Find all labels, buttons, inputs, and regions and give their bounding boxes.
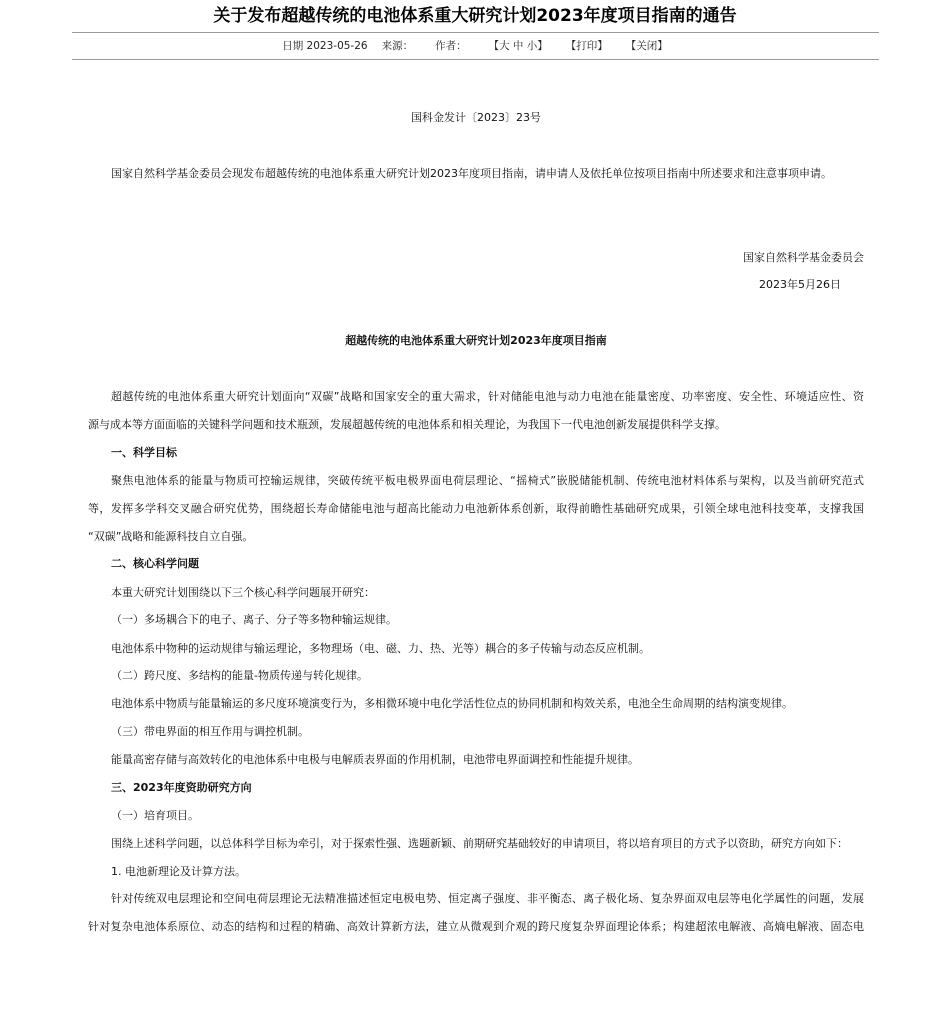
section-heading-core-questions: 二、核心科学问题: [111, 557, 199, 570]
font-size-control[interactable]: 【大 中 小】: [488, 40, 548, 52]
close-link[interactable]: 【关闭】: [625, 40, 668, 52]
issue-date: 2023年5月26日: [759, 278, 841, 291]
question-2-title: （二）跨尺度、多结构的能量-物质传递与转化规律。: [111, 669, 368, 682]
guide-title: 超越传统的电池体系重大研究计划2023年度项目指南: [345, 334, 607, 347]
direction-1-line: 针对复杂电池体系原位、动态的结构和过程的精确、高效计算新方法，建立从微观到介观的跨尺度复杂界面理论体系；构建超浓电解液、高熵电解液、固态电: [88, 920, 864, 933]
direction-1-line: 针对传统双电层理论和空间电荷层理论无法精准描述恒定电极电势、恒定离子强度、非平衡态、离子极化场、复杂界面双电层等电化学属性的问题，发展: [111, 892, 864, 905]
section-heading-funding-directions: 三、2023年度资助研究方向: [111, 781, 252, 794]
science-goals-line: 聚焦电池体系的能量与物质可控输运规律，突破传统平板电极界面电荷层理论、“摇椅式”嵌脱储能机制、传统电池材料体系与架构，以及当前研究范式: [111, 474, 864, 487]
article-title: 关于发布超越传统的电池体系重大研究计划2023年度项目指南的通告: [213, 6, 737, 26]
cultivation-project-title: （一）培育项目。: [111, 809, 199, 822]
intro-paragraph-line: 源与成本等方面面临的关键科学问题和技术瓶颈，发展超越传统的电池体系和相关理论，为我国下一代电池创新发展提供科学支撑。: [88, 418, 726, 431]
science-goals-line: 等，发挥多学科交叉融合研究优势，围绕超长寿命储能电池与超高比能动力电池新体系创新，取得前瞻性基础研究成果，引领全球电池科技变革，支撑我国: [88, 502, 864, 515]
issuer-signature: 国家自然科学基金委员会: [743, 251, 864, 264]
article-meta-bar: [0, 38, 950, 54]
direction-1-title: 1. 电池新理论及计算方法。: [111, 865, 246, 878]
question-1-title: （一）多场耦合下的电子、离子、分子等多物种输运规律。: [111, 613, 397, 626]
print-link[interactable]: 【打印】: [565, 40, 608, 52]
source-label: 来源：: [381, 40, 414, 52]
question-3-title: （三）带电界面的相互作用与调控机制。: [111, 725, 309, 738]
question-1-body: 电池体系中物种的运动规律与输运理论，多物理场（电、磁、力、热、光等）耦合的多子传输与动态反应机制。: [111, 642, 650, 655]
question-2-body: 电池体系中物质与能量输运的多尺度环境演变行为，多相微环境中电化学活性位点的协同机制和构效关系，电池全生命周期的结构演变规律。: [111, 697, 793, 710]
author-label: 作者：: [435, 40, 467, 52]
core-questions-intro: 本重大研究计划围绕以下三个核心科学问题展开研究：: [111, 586, 375, 599]
header-divider-top: [72, 32, 879, 33]
section-heading-science-goals: 一、科学目标: [111, 446, 177, 459]
header-divider-bottom: [72, 59, 879, 60]
science-goals-line: “双碳”战略和能源科技自立自强。: [88, 530, 254, 543]
intro-paragraph-line: 超越传统的电池体系重大研究计划面向“双碳”战略和国家安全的重大需求，针对储能电池与动力电池在能量密度、功率密度、安全性、环境适应性、资: [111, 390, 864, 403]
notice-paragraph: 国家自然科学基金委员会现发布超越传统的电池体系重大研究计划2023年度项目指南，请申请人及依托单位按项目指南中所述要求和注意事项申请。: [111, 167, 832, 180]
document-number: 国科金发计〔2023〕23号: [411, 111, 541, 124]
cultivation-project-intro: 围绕上述科学问题，以总体科学目标为牵引，对于探索性强、选题新颖、前期研究基础较好的申请项目，将以培育项目的方式予以资助，研究方向如下：: [111, 837, 848, 850]
question-3-body: 能量高密存储与高效转化的电池体系中电极与电解质表界面的作用机制，电池带电界面调控和性能提升规律。: [111, 753, 639, 766]
publish-date: 日期 2023-05-26: [282, 40, 368, 52]
